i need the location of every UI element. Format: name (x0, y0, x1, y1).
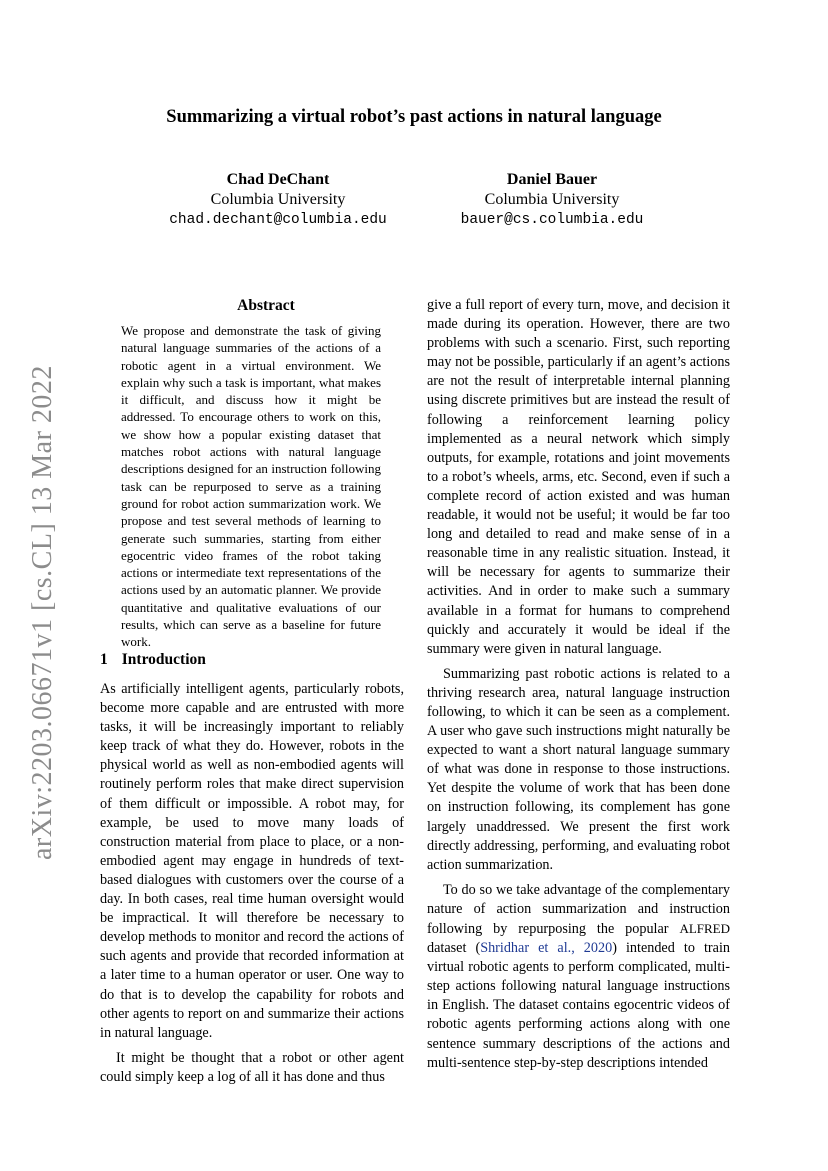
paragraph: Summarizing past robotic actions is related to a thriving research area, natural language instruction following, to which it can be seen as a complement. A user who gave such instructions might naturally be expected to want a short natural language summary of what was done in response to those instructions. Yet despite the volume of work that has been done on instruction following, its complement has gone largely unaddressed. We present the first work directly addressing, performing, and evaluating robot action summarization. (427, 665, 730, 873)
arxiv-stamp (14, 360, 74, 860)
abstract-text: We propose and demonstrate the task of giving natural language summaries of the actions of a robotic agent in a virtual environment. We explain why such a task is important, what makes it difficult, and discuss how it might be addressed. To encourage others to work on this, we show how a popular existing dataset that matches robot actions with natural language descriptions designed for an instruction following task can be repurposed to serve as a training ground for robot action summarization work. We propose and test several methods of learning to generate such summaries, starting from either egocentric video frames of the robot taking actions or intermediate text representations of the actions used by an automatic planner. We provide quantitative and qualitative evaluations of our results, which can serve as a baseline for future work. (121, 323, 381, 650)
author-name: Chad DeChant (226, 171, 330, 188)
citation-link[interactable]: Shridhar et al., 2020 (480, 940, 613, 957)
abstract-heading: Abstract (237, 297, 295, 314)
author-email: bauer@cs.columbia.edu (460, 212, 644, 228)
author-name: Daniel Bauer (506, 171, 598, 188)
text-run: ) intended to train virtual robotic agents to perform complicated, multi-step actions following natural language instructions in English. The dataset contains egocentric videos of robotic agents performing actions along with one sentence summary descriptions of the actions and multi-sentence step-by-step descriptions intended (427, 940, 730, 1071)
section-number: 1 (100, 651, 108, 668)
section-title: Introduction (121, 651, 206, 668)
paragraph (427, 881, 730, 1073)
author-block (128, 170, 428, 230)
paragraph: give a full report of every turn, move, and decision it made during its operation. However, there are two problems with such a scenario. First, such reporting may not be possible, particularly if an agent’s actions are not the result of interpretable internal planning using discrete primitives but are instead the result of following a reinforcement learning policy implemented as a neural network which simply outputs, for example, rotations and joint movements to a robot’s wheels, arms, etc. Second, even if such a complete record of action existed and was human readable, it would not be useful; it would be far too long and detailed to read and make sense of in a reasonable time in any realistic situation. Instead, it will be necessary for agents to summarize their activities. And in order to make such a summary available in a format for humans to comprehend quickly and accurately it would be ideal if the summary were given in natural language. (427, 297, 730, 657)
text-run: dataset ( (427, 940, 481, 957)
paper-title: Summarizing a virtual robot’s past actions in natural language (166, 107, 662, 127)
intro-left-column (100, 680, 404, 1087)
author-email: chad.dechant@columbia.edu (169, 212, 387, 228)
arxiv-id: arXiv:2203.06671v1 [cs.CL] 13 Mar 2022 (27, 365, 58, 860)
paragraph: As artificially intelligent agents, particularly robots, become more capable and are entrusted with more tasks, it will be increasingly important to reliably keep track of what they do. However, robots in the physical world as well as non-embodied agents will routinely perform roles that make direct supervision of them difficult or impossible. A robot may, for example, be used to move many loads of construction material from place to place, or a non-embodied agent may engage in hundreds of text-based dialogues with customers over the course of a day. In both cases, real time human oversight would be impractical. It will therefore be necessary to develop methods to monitor and record the actions of such agents and provide that recorded information at a later time to a human operator or user. One way to do that is to develop the capability for robots and other agents to report on and summarize their actions in natural language. (100, 681, 404, 1041)
text-run: To do so we take advantage of the complementary nature of action summarization and instruction following by repurposing the popular (427, 881, 730, 937)
author-block (402, 170, 702, 230)
author-affiliation: Columbia University (210, 191, 346, 208)
intro-right-column (427, 296, 730, 1073)
author-affiliation: Columbia University (484, 191, 620, 208)
dataset-name: ALFRED (679, 921, 730, 936)
paragraph: It might be thought that a robot or other agent could simply keep a log of all it has done and thus (100, 1049, 404, 1085)
section-heading (100, 651, 206, 669)
